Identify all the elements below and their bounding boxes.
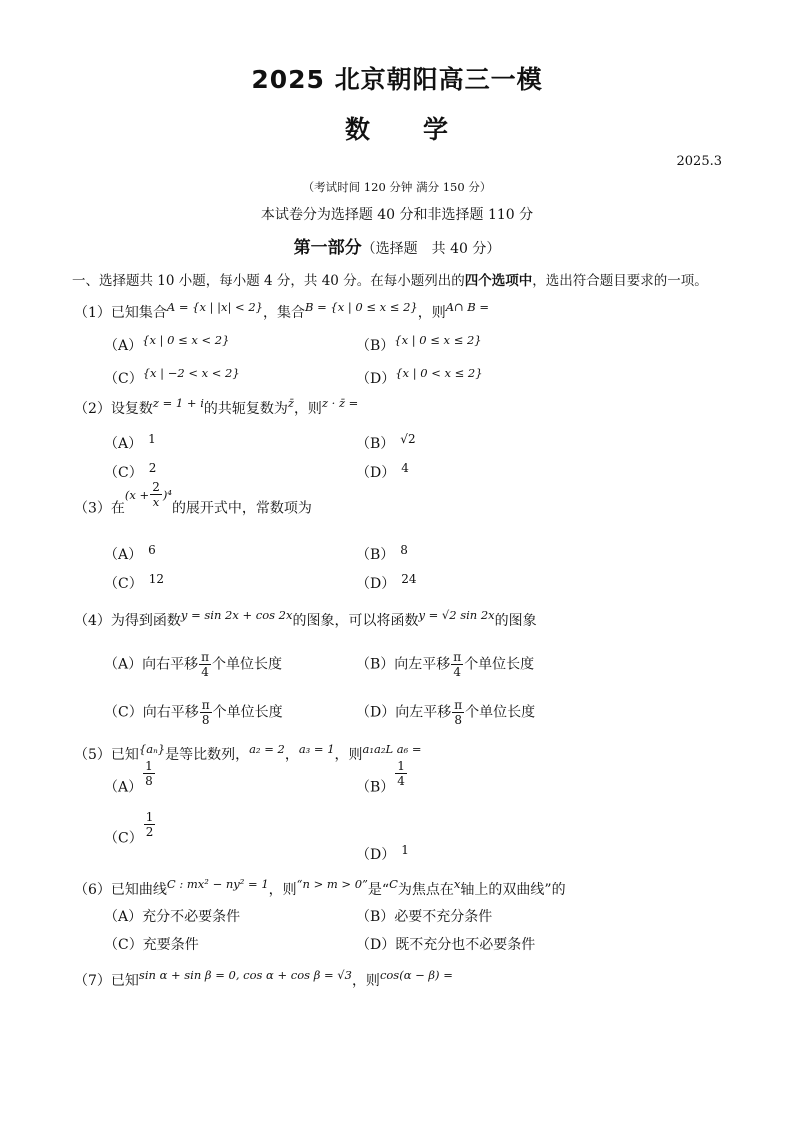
question-text: 的共轭复数为 (203, 401, 288, 417)
q2-option-c[interactable] (104, 462, 156, 482)
q1-option-d[interactable] (356, 368, 483, 388)
complex-z-formula: z = 1 + i (152, 396, 204, 410)
exam-score-info: 本试卷分为选择题 40 分和非选择题 110 分 (260, 207, 534, 223)
source-function-formula: y = √2 sin 2x (418, 608, 495, 622)
q4-option-a[interactable] (104, 650, 282, 679)
question-5 (74, 744, 422, 764)
question-text: 轴上的双曲线”的 (460, 882, 566, 898)
option-label: （D） (356, 847, 396, 863)
question-number: （6） (74, 882, 111, 898)
fraction-numerator: π (201, 650, 210, 664)
fraction-numerator: 2 (152, 480, 160, 494)
option-text: 个单位长度 (464, 656, 535, 673)
fraction-numerator: π (453, 650, 462, 664)
cos-difference-formula: cos(α − β) = (379, 968, 453, 982)
option-label: （A） (104, 909, 143, 925)
sequence-formula: {aₙ} (138, 742, 166, 756)
question-text: ，则 (293, 401, 322, 417)
fraction-numerator: 1 (145, 810, 154, 824)
option-label: （C） (104, 704, 143, 721)
fraction-denominator: 4 (397, 774, 405, 788)
option-label: （D） (356, 371, 396, 387)
fraction-denominator: 4 (201, 665, 209, 679)
question-text: 的展开式中，常数项为 (171, 500, 312, 517)
fraction-denominator: 8 (145, 774, 153, 788)
q2-option-b[interactable] (356, 433, 416, 453)
question-text: ，则 (351, 973, 380, 989)
q4-option-d[interactable] (356, 698, 535, 727)
fraction-denominator: 4 (453, 665, 462, 679)
option-text: 向右平移 (142, 704, 199, 721)
question-number: （5） (74, 747, 111, 763)
option-label: （C） (104, 937, 143, 953)
option-text: 个单位长度 (212, 656, 283, 673)
option-label: （C） (104, 371, 143, 387)
target-function-formula: y = sin 2x + cos 2x (180, 608, 293, 622)
question-6 (74, 879, 566, 899)
curve-formula: C : mx² − ny² = 1 (166, 877, 269, 891)
option-label: （D） (356, 576, 396, 592)
binomial-right: )⁴ (162, 487, 172, 502)
question-text: 已知 (110, 747, 139, 763)
q1-option-b[interactable] (356, 335, 482, 355)
exam-duration-note: （考试时间 120 分钟 满分 150 分） (302, 180, 492, 194)
option-value: 12 (148, 572, 164, 586)
q6-option-b[interactable] (356, 906, 492, 926)
question-text: 设复数 (110, 401, 153, 417)
option-fraction (144, 810, 156, 839)
q5-option-c[interactable] (104, 810, 156, 853)
fraction-denominator: 2 (145, 825, 154, 839)
question-text: 的图象 (494, 613, 537, 629)
option-text: 既不充分也不必要条件 (395, 937, 536, 953)
option-text: 向左平移 (394, 656, 451, 673)
option-value: 1 (401, 843, 409, 857)
option-label: （D） (356, 465, 396, 481)
option-formula: {x | 0 ≤ x < 2} (142, 333, 230, 347)
question-text: ， (284, 747, 299, 763)
option-label: （D） (356, 937, 396, 953)
fraction-numerator: π (454, 698, 463, 712)
question-text: 是“ (367, 882, 390, 898)
question-text: 为得到函数 (110, 613, 181, 629)
instructions-bold: 四个选项中 (464, 273, 533, 289)
q4-option-c[interactable] (104, 698, 283, 727)
option-label: （B） (356, 436, 395, 452)
fraction-denominator: 8 (454, 713, 462, 727)
option-label: （B） (356, 338, 395, 354)
shift-fraction (451, 650, 463, 679)
option-label: （D） (356, 704, 396, 721)
question-text: ，则 (268, 882, 297, 898)
option-label: （C） (104, 576, 143, 592)
question-number: （4） (74, 613, 111, 629)
shift-fraction (199, 650, 211, 679)
set-b-formula: B = {x | 0 ≤ x ≤ 2} (304, 300, 418, 314)
option-label: （A） (104, 547, 143, 563)
q6-option-a[interactable] (104, 906, 240, 926)
option-text: 个单位长度 (465, 704, 536, 721)
option-value: 1 (148, 432, 156, 446)
option-label: （C） (104, 465, 143, 481)
q5-option-d[interactable] (356, 844, 409, 864)
fraction (150, 480, 162, 509)
condition-formula: “n > m > 0” (296, 877, 368, 891)
option-formula: {x | 0 < x ≤ 2} (395, 366, 483, 380)
binomial-expression (124, 480, 172, 509)
q2-option-d[interactable] (356, 462, 409, 482)
q1-option-a[interactable] (104, 335, 229, 355)
option-text: 向左平移 (395, 704, 452, 721)
option-label: （A） (104, 436, 143, 452)
exam-date: 2025.3 (676, 154, 722, 169)
q5-option-b[interactable] (356, 759, 408, 802)
a3-formula: a₃ = 1 (298, 742, 335, 756)
fraction-numerator: π (201, 698, 210, 712)
part-one-title: 第一部分 (293, 238, 362, 258)
q2-option-a[interactable] (104, 433, 156, 453)
binomial-left: (x + (124, 487, 150, 502)
option-value: 4 (401, 461, 409, 475)
section-instructions (72, 269, 708, 289)
curve-name: C (389, 877, 398, 891)
option-formula: {x | 0 ≤ x ≤ 2} (394, 333, 482, 347)
set-a-formula: A = {x | |x| < 2} (166, 300, 263, 314)
question-number: （3） (74, 500, 111, 517)
a2-formula: a₂ = 2 (249, 742, 285, 756)
axis-name: x (453, 877, 461, 891)
fraction-numerator: 1 (145, 759, 153, 773)
q6-option-d[interactable] (356, 934, 535, 954)
question-3 (74, 480, 312, 523)
question-text: 已知曲线 (110, 882, 167, 898)
option-label: （B） (356, 909, 395, 925)
question-1 (74, 302, 489, 322)
question-text: ，集合 (262, 305, 305, 321)
q3-option-d[interactable] (356, 573, 417, 593)
question-text: 为焦点在 (397, 882, 454, 898)
option-text: 个单位长度 (212, 704, 283, 721)
q1-option-c[interactable] (104, 368, 240, 388)
instructions-lead: 一、选择题共 10 小题，每小题 4 分，共 40 分。在每小题列出的 (72, 273, 465, 289)
question-text: 已知 (110, 973, 139, 989)
part-one-heading (0, 233, 794, 258)
question-text: 已知集合 (110, 305, 167, 321)
option-text: 向右平移 (142, 656, 199, 673)
option-label: （B） (356, 779, 395, 796)
question-number: （1） (74, 305, 111, 321)
q5-option-a[interactable] (104, 759, 156, 802)
question-text: ，则 (334, 747, 363, 763)
instructions-tail: ，选出符合题目要求的一项。 (532, 273, 708, 289)
question-2 (74, 398, 358, 418)
q4-option-b[interactable] (356, 650, 534, 679)
question-number: （7） (74, 973, 111, 989)
question-7 (74, 970, 453, 990)
question-text: 是等比数列， (165, 747, 250, 763)
option-text: 充要条件 (142, 937, 199, 953)
subject-title: 数 学 (344, 115, 449, 144)
question-text: ，则 (417, 305, 446, 321)
question-text: 在 (110, 500, 125, 517)
conjugate-formula: z̄ (287, 396, 294, 410)
option-fraction (143, 759, 155, 788)
option-value: 8 (400, 543, 408, 557)
option-label: （B） (356, 547, 395, 563)
exam-title: 2025 北京朝阳高三一模 (251, 65, 543, 94)
option-label: （A） (104, 338, 143, 354)
intersection-formula: A∩ B = (445, 300, 490, 314)
q3-option-c[interactable] (104, 573, 164, 593)
fraction-denominator: x (152, 495, 160, 509)
option-label: （C） (104, 830, 143, 847)
question-number: （2） (74, 401, 111, 417)
shift-fraction (200, 698, 212, 727)
question-text: 的图象，可以将函数 (292, 613, 419, 629)
option-value: 2 (148, 461, 157, 475)
option-value: 24 (401, 572, 417, 586)
part-one-subtitle: （选择题 共 40 分） (361, 241, 501, 257)
option-fraction (395, 759, 407, 788)
option-value: √2 (400, 432, 416, 446)
fraction-denominator: 8 (201, 713, 210, 727)
product-formula: a₁a₂L a₆ = (362, 742, 422, 756)
option-text: 充分不必要条件 (142, 909, 241, 925)
product-formula: z · z̄ = (321, 396, 359, 410)
trig-condition-formula: sin α + sin β = 0, cos α + cos β = √3 (138, 968, 352, 982)
option-text: 必要不充分条件 (394, 909, 493, 925)
q6-option-c[interactable] (104, 934, 199, 954)
option-value: 6 (148, 543, 156, 557)
option-label: （A） (104, 779, 143, 796)
question-4 (74, 610, 537, 630)
option-label: （A） (104, 656, 143, 673)
fraction-numerator: 1 (397, 759, 405, 773)
option-label: （B） (356, 656, 395, 673)
shift-fraction (452, 698, 464, 727)
q3-option-a[interactable] (104, 544, 156, 564)
option-formula: {x | −2 < x < 2} (142, 366, 240, 380)
q3-option-b[interactable] (356, 544, 408, 564)
